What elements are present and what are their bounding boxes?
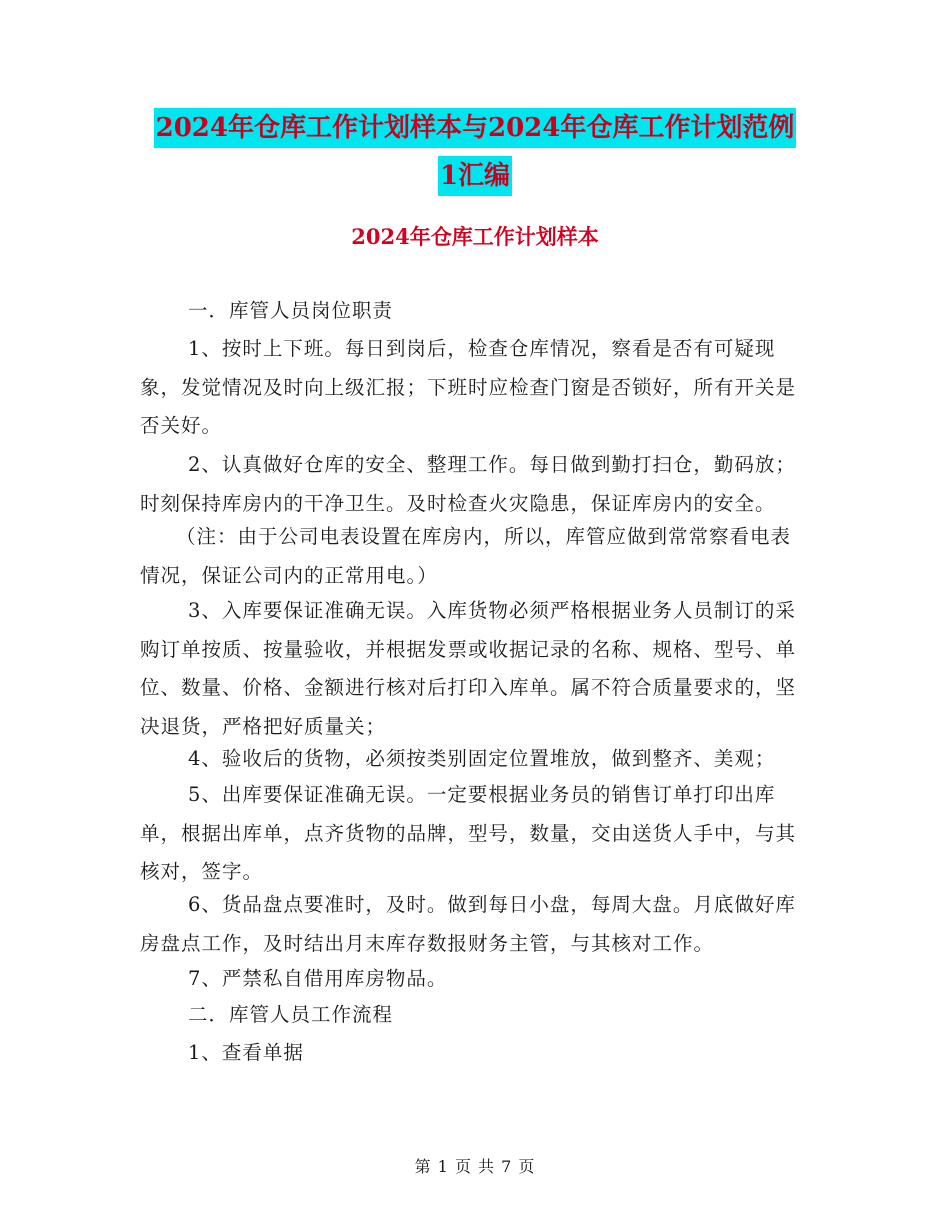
- paragraph-2: 2、认真做好仓库的安全、整理工作。每日做到勤打扫仓，勤码放；时刻保持库房内的干净卫生。及时检查火灾隐患，保证库房内的安全。: [140, 453, 796, 515]
- paragraph-7: 7、严禁私自借用库房物品。: [188, 967, 448, 990]
- title-line-2: 1汇编: [438, 156, 512, 196]
- paragraph-1: 1、按时上下班。每日到岗后，检查仓库情况，察看是否有可疑现象，发觉情况及时向上级汇报；下班时应检查门窗是否锁好，所有开关是否关好。: [140, 337, 797, 437]
- paragraph-note: （注：由于公司电表设置在库房内，所以，库管应做到常常察看电表情况，保证公司内的正常用电。）: [140, 525, 792, 587]
- heading-2: 二．库管人员工作流程: [188, 1003, 394, 1026]
- paragraph-8: 1、查看单据: [188, 1041, 304, 1064]
- page-footer: 第 1 页 共 7 页: [414, 1157, 536, 1176]
- document-title: [0, 108, 950, 196]
- section-subtitle: 2024年仓库工作计划样本: [351, 224, 599, 249]
- heading-1: 一．库管人员岗位职责: [188, 299, 394, 322]
- paragraph-5: 5、出库要保证准确无误。一定要根据业务员的销售订单打印出库单，根据出库单，点齐货物的品牌，型号，数量，交由送货人手中，与其核对，签字。: [140, 783, 797, 883]
- title-line-1: 2024年仓库工作计划样本与2024年仓库工作计划范例: [154, 108, 797, 148]
- paragraph-3: 3、入库要保证准确无误。入库货物必须严格根据业务人员制订的采购订单按质、按量验收，并根据发票或收据记录的名称、规格、型号、单位、数量、价格、金额进行核对后打印入库单。属不符合质量要求的，坚决退货，严格把好质量关；: [140, 599, 797, 738]
- paragraph-4: 4、验收后的货物，必须按类别固定位置堆放，做到整齐、美观；: [188, 747, 776, 770]
- paragraph-6: 6、货品盘点要准时，及时。做到每日小盘，每周大盘。月底做好库房盘点工作，及时结出月末库存数报财务主管，与其核对工作。: [140, 893, 796, 955]
